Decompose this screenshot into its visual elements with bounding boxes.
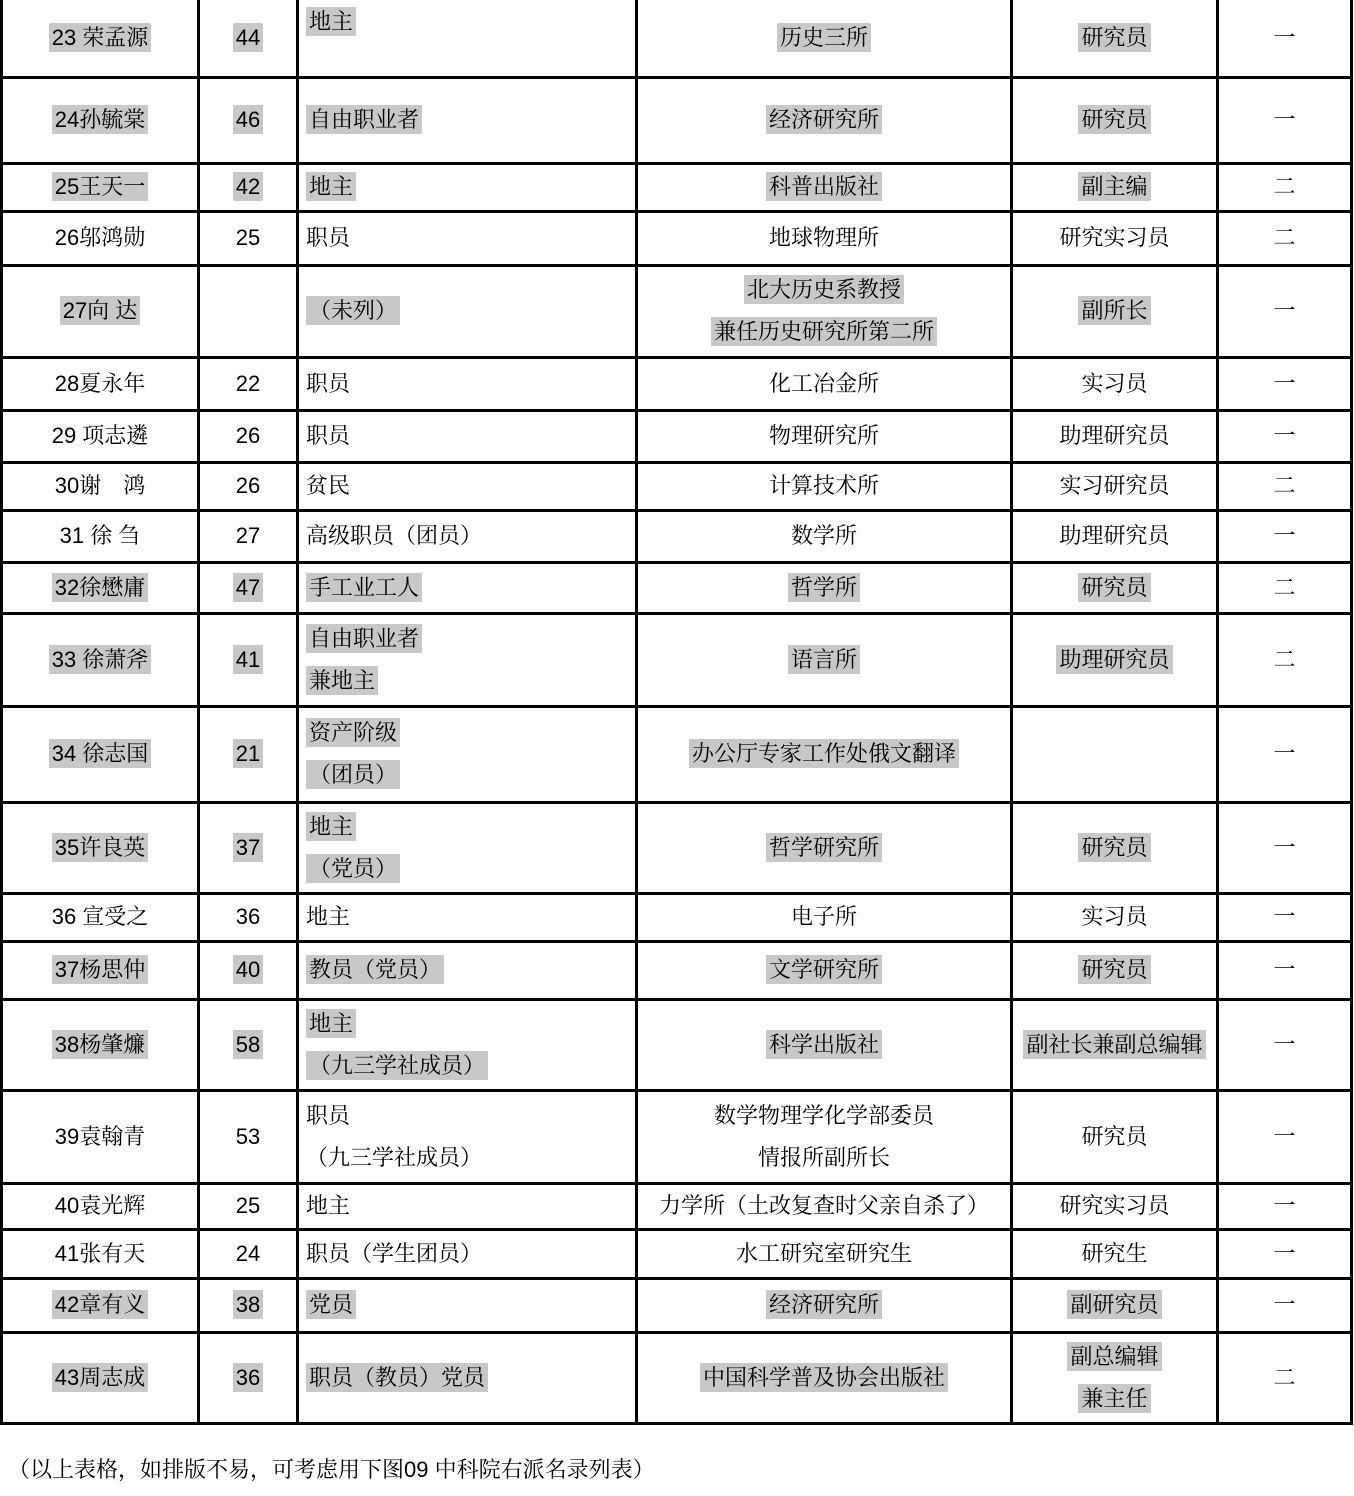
table-cell: [2, 941, 199, 999]
cell-text: 教员（党员）: [306, 949, 635, 991]
table-cell: [637, 510, 1012, 562]
cell-text: 42章有义: [3, 1284, 197, 1326]
table-cell: [1012, 613, 1218, 706]
cell-text: 科普出版社: [638, 166, 1010, 208]
table-cell: [1218, 613, 1352, 706]
cell-text: 27向 达: [3, 290, 197, 332]
cell-text: 37: [200, 827, 296, 869]
cell-text: 38: [200, 1284, 296, 1326]
cell-text: 北大历史系教授: [638, 269, 1010, 311]
cell-text: 一: [1273, 24, 1296, 50]
table-cell: [1218, 510, 1352, 562]
table-cell: [1218, 0, 1352, 77]
table-cell: [298, 77, 637, 163]
cell-text: 21: [200, 733, 296, 775]
table-cell: [637, 1090, 1012, 1183]
cell-text: 地球物理所: [768, 225, 879, 250]
cell-text: 资产阶级: [306, 712, 635, 754]
cell-text: 25: [235, 1193, 261, 1218]
cell-text: 二: [1273, 646, 1296, 672]
table-cell: [1218, 893, 1352, 941]
cell-text: 副研究员: [1013, 1284, 1216, 1326]
rightists-table-body: [2, 0, 1352, 1423]
cell-text: 贫民: [306, 473, 351, 498]
table-cell: [199, 893, 298, 941]
table-cell: [298, 163, 637, 211]
cell-text: 实习员: [1081, 904, 1148, 929]
table-cell: [199, 462, 298, 510]
table-cell: [199, 613, 298, 706]
cell-text: 自由职业者: [306, 99, 635, 141]
table-cell: [199, 163, 298, 211]
cell-text: 一: [1273, 741, 1296, 766]
cell-text: 一: [1273, 1240, 1296, 1266]
cell-text: 语言所: [638, 639, 1010, 681]
table-cell: [298, 941, 637, 999]
cell-text: 一: [1273, 107, 1296, 132]
table-row: [2, 613, 1352, 706]
cell-text: 32徐懋庸: [3, 567, 197, 609]
cell-text: （党员）: [306, 848, 635, 890]
table-cell: [2, 562, 199, 613]
table-cell: [2, 0, 199, 77]
table-cell: [1012, 999, 1218, 1090]
cell-text: 43周志成: [3, 1357, 197, 1399]
cell-text: 高级职员（团员）: [306, 523, 483, 548]
table-cell: [199, 357, 298, 410]
cell-text: 38杨肇燫: [3, 1024, 197, 1066]
cell-text: 水工研究室研究生: [735, 1240, 912, 1266]
table-cell: [199, 1229, 298, 1278]
cell-text: 30谢 鸿: [54, 473, 146, 498]
cell-text: 23 荣孟源: [3, 17, 197, 59]
table-cell: [1012, 77, 1218, 163]
cell-text: 历史三所: [638, 17, 1010, 59]
table-cell: [199, 562, 298, 613]
cell-text: 二: [1273, 473, 1296, 498]
cell-text: 36 宣受之: [51, 904, 149, 929]
cell-text: 24: [235, 1240, 261, 1266]
table-cell: [637, 77, 1012, 163]
cell-text: 46: [200, 99, 296, 141]
cell-text: 研究生: [1081, 1240, 1148, 1266]
table-row: [2, 893, 1352, 941]
table-cell: [2, 1090, 199, 1183]
table-cell: [2, 1229, 199, 1278]
table-cell: [199, 1183, 298, 1229]
cell-text: 科学出版社: [638, 1024, 1010, 1066]
cell-text: 兼任历史研究所第二所: [638, 311, 1010, 353]
cell-text: 37杨思仲: [3, 949, 197, 991]
table-row: [2, 410, 1352, 462]
table-cell: [637, 706, 1012, 802]
table-row: [2, 163, 1352, 211]
cell-text: 助理研究员: [1059, 423, 1170, 448]
cell-text: 研究员: [1013, 949, 1216, 991]
cell-text: 职员（学生团员）: [306, 1240, 483, 1266]
table-cell: [2, 706, 199, 802]
table-cell: [637, 802, 1012, 893]
table-cell: [1218, 802, 1352, 893]
table-cell: [1012, 941, 1218, 999]
table-cell: [2, 77, 199, 163]
table-row: [2, 265, 1352, 357]
table-row: [2, 1183, 1352, 1229]
cell-text: （未列）: [306, 290, 635, 332]
cell-text: 职员: [306, 423, 351, 448]
table-row: [2, 510, 1352, 562]
table-cell: [199, 0, 298, 77]
table-row: [2, 802, 1352, 893]
table-row: [2, 211, 1352, 265]
table-cell: [2, 893, 199, 941]
table-cell: [2, 265, 199, 357]
cell-text: 研究员: [1013, 567, 1216, 609]
cell-text: 数学物理学化学部委员: [713, 1102, 934, 1128]
cell-text: 二: [1273, 1364, 1296, 1390]
table-cell: [298, 1090, 637, 1183]
cell-text: （九三学社成员）: [306, 1045, 635, 1087]
cell-text: 副社长兼副总编辑: [1013, 1024, 1216, 1066]
table-cell: [1218, 462, 1352, 510]
table-cell: [637, 999, 1012, 1090]
cell-text: 一: [1273, 1031, 1296, 1057]
table-cell: [298, 1332, 637, 1423]
cell-text: （团员）: [306, 754, 635, 796]
table-cell: [637, 410, 1012, 462]
cell-text: 44: [200, 17, 296, 59]
cell-text: 58: [200, 1024, 296, 1066]
cell-text: 手工业工人: [306, 567, 635, 609]
cell-text: 计算技术所: [768, 473, 879, 498]
table-cell: [2, 357, 199, 410]
table-cell: [199, 265, 298, 357]
cell-text: 职员: [306, 225, 351, 250]
table-cell: [1012, 1183, 1218, 1229]
table-cell: [1012, 1229, 1218, 1278]
cell-text: 地主: [306, 166, 635, 208]
table-cell: [2, 1278, 199, 1332]
cell-text: 研究员: [1013, 17, 1216, 59]
table-cell: [199, 1278, 298, 1332]
table-row: [2, 77, 1352, 163]
table-cell: [298, 893, 637, 941]
table-cell: [199, 706, 298, 802]
cell-text: 一: [1273, 957, 1296, 982]
cell-text: 地主: [306, 1, 635, 43]
table-cell: [1218, 1183, 1352, 1229]
cell-text: 研究实习员: [1059, 1193, 1170, 1218]
cell-text: 职员: [306, 1102, 351, 1128]
table-cell: [2, 802, 199, 893]
table-cell: [1218, 1090, 1352, 1183]
table-cell: [637, 211, 1012, 265]
table-cell: [637, 562, 1012, 613]
cell-text: 地主: [306, 904, 351, 929]
cell-text: 一: [1273, 1123, 1296, 1149]
cell-text: 39袁翰青: [54, 1123, 146, 1149]
table-cell: [2, 410, 199, 462]
table-cell: [637, 163, 1012, 211]
cell-text: 化工冶金所: [768, 370, 879, 396]
table-row: [2, 0, 1352, 77]
table-cell: [2, 163, 199, 211]
cell-text: 34 徐志国: [3, 733, 197, 775]
cell-text: 25: [235, 225, 261, 250]
cell-text: 一: [1273, 523, 1296, 548]
table-cell: [2, 211, 199, 265]
cell-text: 实习研究员: [1059, 473, 1170, 498]
cell-text: 31 徐 刍: [59, 523, 141, 548]
table-cell: [199, 1332, 298, 1423]
cell-text: 研究员: [1013, 99, 1216, 141]
cell-text: 党员: [306, 1284, 635, 1326]
table-cell: [2, 510, 199, 562]
table-cell: [2, 462, 199, 510]
table-cell: [199, 77, 298, 163]
table-cell: [298, 462, 637, 510]
table-cell: [1012, 1332, 1218, 1423]
footer-note: （以上表格，如排版不易，可考虑用下图09 中科院右派名录列表）: [8, 1457, 655, 1482]
cell-text: 副主编: [1013, 166, 1216, 208]
table-cell: [1012, 211, 1218, 265]
table-row: [2, 999, 1352, 1090]
cell-text: 情报所副所长: [757, 1144, 890, 1170]
table-cell: [298, 0, 637, 77]
cell-text: 数学所: [790, 523, 857, 548]
table-cell: [1218, 999, 1352, 1090]
table-row: [2, 706, 1352, 802]
table-cell: [1012, 1278, 1218, 1332]
cell-text: 副所长: [1013, 290, 1216, 332]
cell-text: 40袁光辉: [54, 1193, 146, 1218]
table-row: [2, 562, 1352, 613]
cell-text: 33 徐萧斧: [3, 639, 197, 681]
cell-text: 25王天一: [3, 166, 197, 208]
cell-text: 一: [1273, 423, 1296, 448]
cell-text: （九三学社成员）: [306, 1144, 483, 1170]
table-cell: [199, 510, 298, 562]
table-cell: [298, 802, 637, 893]
table-cell: [1012, 802, 1218, 893]
table-cell: [1012, 1090, 1218, 1183]
table-cell: [298, 211, 637, 265]
table-row: [2, 1278, 1352, 1332]
table-cell: [298, 1183, 637, 1229]
cell-text: 26: [235, 423, 261, 448]
table-cell: [199, 1090, 298, 1183]
cell-text: 副总编辑: [1013, 1336, 1216, 1378]
cell-text: 助理研究员: [1059, 523, 1170, 548]
cell-text: 中国科学普及协会出版社: [638, 1357, 1010, 1399]
table-cell: [298, 999, 637, 1090]
table-row: [2, 1332, 1352, 1423]
table-cell: [298, 1278, 637, 1332]
table-cell: [199, 802, 298, 893]
table-cell: [1012, 562, 1218, 613]
table-cell: [1012, 510, 1218, 562]
table-cell: [298, 265, 637, 357]
cell-text: 自由职业者: [306, 618, 635, 660]
table-cell: [637, 0, 1012, 77]
table-cell: [637, 613, 1012, 706]
table-cell: [1012, 893, 1218, 941]
table-cell: [199, 211, 298, 265]
table-cell: [1218, 1278, 1352, 1332]
cell-text: 24孙毓棠: [3, 99, 197, 141]
cell-text: 职员（教员）党员: [306, 1357, 635, 1399]
table-row: [2, 1090, 1352, 1183]
table-cell: [199, 410, 298, 462]
table-cell: [1012, 462, 1218, 510]
cell-text: 研究员: [1013, 827, 1216, 869]
table-cell: [298, 562, 637, 613]
cell-text: 电子所: [790, 904, 857, 929]
table-row: [2, 941, 1352, 999]
cell-text: 助理研究员: [1013, 639, 1216, 681]
table-row: [2, 1229, 1352, 1278]
cell-text: 22: [235, 370, 261, 396]
cell-text: 一: [1273, 1193, 1296, 1218]
cell-text: 29 项志遴: [51, 423, 149, 448]
table-cell: [2, 1183, 199, 1229]
table-cell: [1218, 265, 1352, 357]
table-cell: [1012, 706, 1218, 802]
table-cell: [637, 265, 1012, 357]
cell-text: 办公厅专家工作处俄文翻译: [638, 733, 1010, 775]
table-cell: [298, 706, 637, 802]
table-cell: [637, 1183, 1012, 1229]
cell-text: 文学研究所: [638, 949, 1010, 991]
cell-text: 53: [235, 1123, 261, 1149]
table-cell: [637, 1229, 1012, 1278]
table-cell: [298, 410, 637, 462]
table-cell: [1218, 1229, 1352, 1278]
cell-text: 41张有天: [54, 1240, 146, 1266]
cell-text: 研究实习员: [1059, 225, 1170, 250]
table-cell: [2, 1332, 199, 1423]
table-cell: [1012, 0, 1218, 77]
cell-text: 28夏永年: [54, 370, 146, 396]
table-cell: [1012, 265, 1218, 357]
table-cell: [637, 1278, 1012, 1332]
cell-text: 经济研究所: [638, 99, 1010, 141]
cell-text: 经济研究所: [638, 1284, 1010, 1326]
table-cell: [1218, 77, 1352, 163]
cell-text: 兼主任: [1013, 1378, 1216, 1420]
table-cell: [637, 893, 1012, 941]
cell-text: 二: [1273, 174, 1296, 199]
cell-text: 地主: [306, 806, 635, 848]
table-cell: [1012, 410, 1218, 462]
table-cell: [199, 999, 298, 1090]
table-row: [2, 357, 1352, 410]
table-cell: [1012, 163, 1218, 211]
cell-text: 实习员: [1081, 370, 1148, 396]
table-cell: [1218, 941, 1352, 999]
cell-text: 26邬鸿勋: [54, 225, 146, 250]
table-cell: [637, 1332, 1012, 1423]
table-cell: [1218, 562, 1352, 613]
cell-text: 物理研究所: [768, 423, 879, 448]
cell-text: 一: [1273, 834, 1296, 860]
cell-text: 哲学所: [638, 567, 1010, 609]
cell-text: 二: [1273, 225, 1296, 250]
cell-text: 研究员: [1081, 1123, 1148, 1149]
cell-text: 36: [235, 904, 261, 929]
table-cell: [1218, 163, 1352, 211]
table-cell: [298, 1229, 637, 1278]
cell-text: 35许良英: [3, 827, 197, 869]
table-cell: [637, 462, 1012, 510]
table-cell: [2, 999, 199, 1090]
table-cell: [298, 357, 637, 410]
table-cell: [637, 941, 1012, 999]
cell-text: 哲学研究所: [638, 827, 1010, 869]
table-row: [2, 462, 1352, 510]
cell-text: 一: [1273, 1292, 1296, 1317]
cell-text: 一: [1273, 298, 1296, 323]
table-cell: [2, 613, 199, 706]
cell-text: 42: [200, 166, 296, 208]
table-cell: [1218, 706, 1352, 802]
table-cell: [298, 613, 637, 706]
table-cell: [298, 510, 637, 562]
cell-text: 地主: [306, 1003, 635, 1045]
cell-text: 职员: [306, 370, 351, 396]
cell-text: 二: [1273, 574, 1296, 600]
table-cell: [1218, 211, 1352, 265]
table-cell: [1218, 357, 1352, 410]
table-cell: [1218, 1332, 1352, 1423]
cell-text: 兼地主: [306, 660, 635, 702]
cell-text: 一: [1273, 370, 1296, 396]
table-cell: [637, 357, 1012, 410]
cell-text: 一: [1273, 904, 1296, 929]
table-cell: [1012, 357, 1218, 410]
cell-text: 26: [235, 473, 261, 498]
table-cell: [1218, 410, 1352, 462]
cell-text: 27: [235, 523, 261, 548]
cell-text: 力学所（土改复查时父亲自杀了）: [658, 1193, 989, 1218]
cell-text: 地主: [306, 1193, 351, 1218]
cell-text: 36: [200, 1357, 296, 1399]
cell-text: 47: [200, 567, 296, 609]
table-cell: [199, 941, 298, 999]
cell-text: 40: [200, 949, 296, 991]
cell-text: 41: [200, 639, 296, 681]
